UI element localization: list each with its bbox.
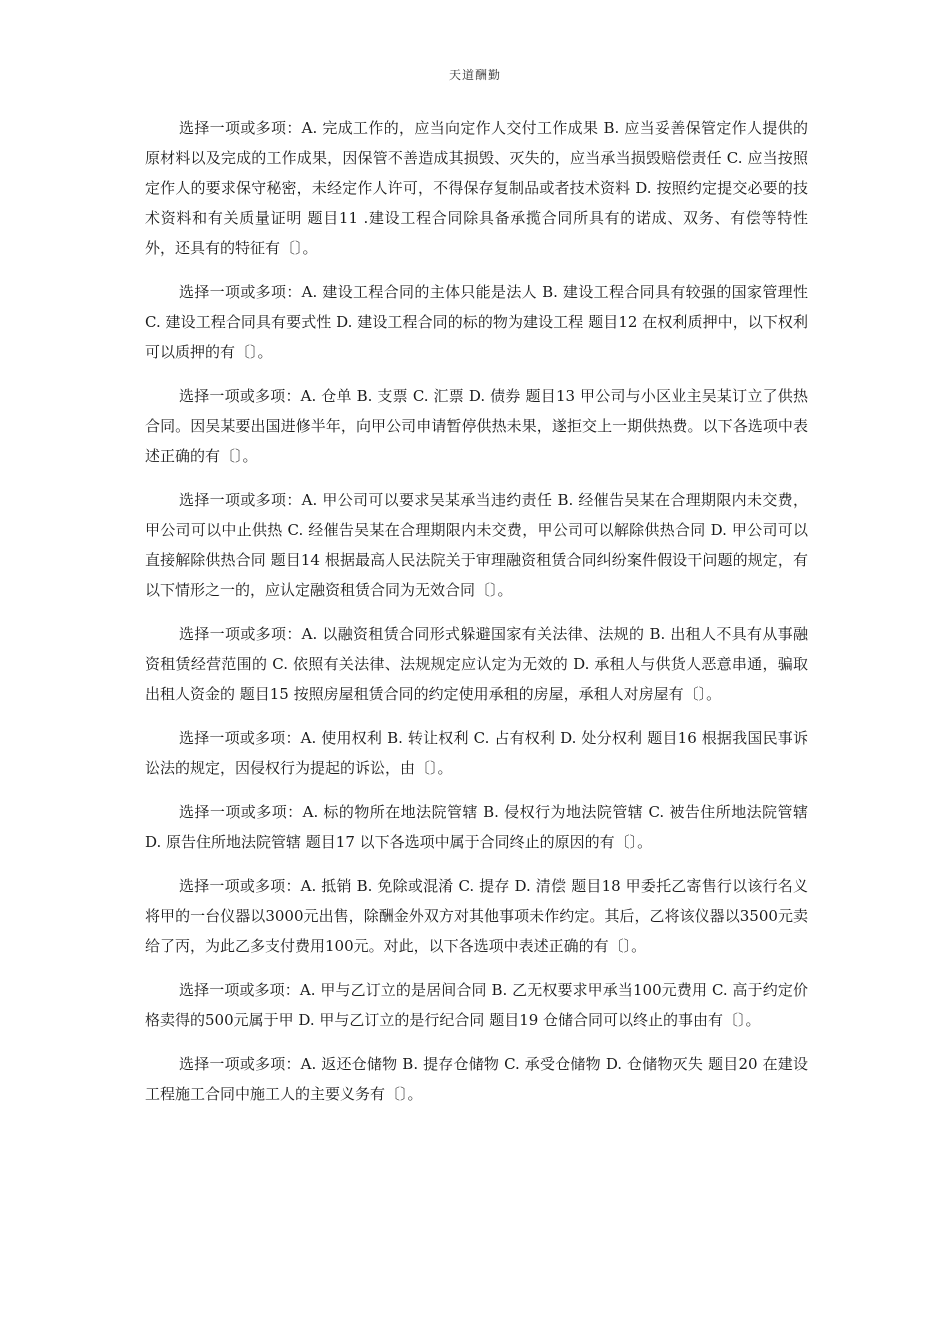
question-paragraph-3: 选择一项或多项：A. 仓单 B. 支票 C. 汇票 D. 债券 题目13 甲公司与小区业主吴某订立了供热合同。因吴某要出国进修半年，向甲公司申请暂停供热未果，遂拒交上一期供热费。以下各选项中表述正确的有〔〕。 [145, 387, 808, 465]
question-paragraph-6: 选择一项或多项：A. 使用权利 B. 转让权利 C. 占有权利 D. 处分权利 题目16 根据我国民事诉讼法的规定，因侵权行为提起的诉讼，由〔〕。 [145, 729, 808, 777]
document-body [145, 113, 808, 1123]
question-paragraph-8: 选择一项或多项：A. 抵销 B. 免除或混淆 C. 提存 D. 清偿 题目18 甲委托乙寄售行以该行名义将甲的一台仪器以3000元出售，除酬金外双方对其他事项未作约定。其后，乙将该仪器以3500元卖给了丙，为此乙多支付费用100元。对此，以下各选项中表述正确的有〔〕。 [145, 877, 808, 955]
question-paragraph-2: 选择一项或多项：A. 建设工程合同的主体只能是法人 B. 建设工程合同具有较强的国家管理性 C. 建设工程合同具有要式性 D. 建设工程合同的标的物为建设工程 题目12 在权利质押中，以下权利可以质押的有〔〕。 [145, 283, 808, 361]
question-paragraph-4: 选择一项或多项：A. 甲公司可以要求吴某承当违约责任 B. 经催告吴某在合理期限内未交费，甲公司可以中止供热 C. 经催告吴某在合理期限内未交费，甲公司可以解除供热合同 D. 甲公司可以直接解除供热合同 题目14 根据最高人民法院关于审理融资租赁合同纠纷案件假设干问题的规定，有以下情形之一的，应认定融资租赁合同为无效合同〔〕。 [145, 491, 808, 599]
question-paragraph-5: 选择一项或多项：A. 以融资租赁合同形式躲避国家有关法律、法规的 B. 出租人不具有从事融资租赁经营范围的 C. 依照有关法律、法规规定应认定为无效的 D. 承租人与供货人恶意串通，骗取出租人资金的 题目15 按照房屋租赁合同的约定使用承租的房屋，承租人对房屋有〔〕。 [145, 625, 808, 703]
question-paragraph-10: 选择一项或多项：A. 返还仓储物 B. 提存仓储物 C. 承受仓储物 D. 仓储物灭失 题目20 在建设工程施工合同中施工人的主要义务有〔〕。 [145, 1055, 808, 1103]
question-paragraph-9: 选择一项或多项：A. 甲与乙订立的是居间合同 B. 乙无权要求甲承当100元费用 C. 高于约定价格卖得的500元属于甲 D. 甲与乙订立的是行纪合同 题目19 仓储合同可以终止的事由有〔〕。 [145, 981, 808, 1029]
question-paragraph-7: 选择一项或多项：A. 标的物所在地法院管辖 B. 侵权行为地法院管辖 C. 被告住所地法院管辖 D. 原告住所地法院管辖 题目17 以下各选项中属于合同终止的原因的有〔〕。 [145, 803, 808, 851]
question-paragraph-1: 选择一项或多项：A. 完成工作的，应当向定作人交付工作成果 B. 应当妥善保管定作人提供的原材料以及完成的工作成果，因保管不善造成其损毁、灭失的，应当承当损毁赔偿责任 C. 应当按照定作人的要求保守秘密，未经定作人许可，不得保存复制品或者技术资料 D. 按照约定提交必要的技术资料和有关质量证明 题目11 .建设工程合同除具备承揽合同所具有的诺成、双务、有偿等特性外，还具有的特征有〔〕。 [145, 119, 808, 257]
page-header: 天道酬勤 [448, 68, 501, 82]
